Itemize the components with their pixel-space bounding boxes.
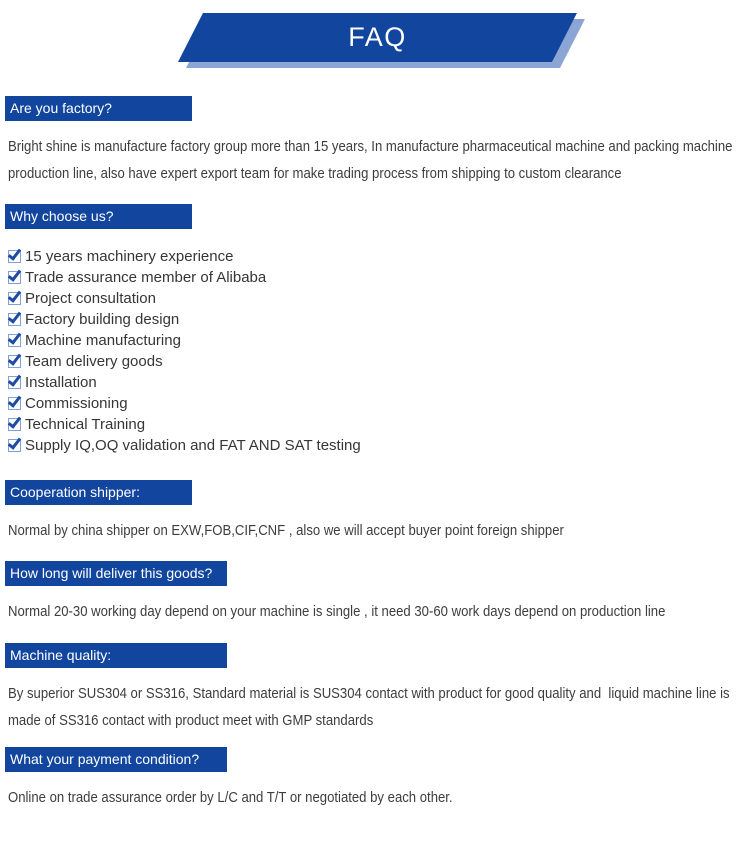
section-paragraph: Normal by china shipper on EXW,FOB,CIF,CNF , also we will accept buyer point foreign shipper	[8, 522, 564, 539]
checklist-item-label: 15 years machinery experience	[25, 248, 234, 265]
checkbox-checked-icon	[8, 250, 21, 263]
checklist-item-label: Factory building design	[25, 311, 180, 328]
checklist-item	[8, 309, 750, 330]
checkbox-checked-icon	[8, 376, 21, 389]
faq-section	[0, 747, 750, 811]
checklist-item-label: Commissioning	[25, 395, 128, 412]
faq-banner	[0, 0, 750, 96]
section-paragraph: Bright shine is manufacture factory group more than 15 years, In manufacture pharmaceutical machine and packing machine production line, also have expert export team for make trading process from shipping to custom clearance	[8, 138, 737, 182]
checklist-item	[8, 351, 750, 372]
checklist-item-label: Supply IQ,OQ validation and FAT AND SAT testing	[25, 437, 361, 454]
checkbox-checked-icon	[8, 397, 21, 410]
section-heading: What your payment condition?	[5, 747, 227, 772]
section-paragraph: By superior SUS304 or SS316, Standard material is SUS304 contact with product for good quality and liquid machine line is made of SS316 contact with product meet with GMP standards	[8, 685, 734, 729]
checklist-item	[8, 330, 750, 351]
faq-section	[0, 96, 750, 187]
checkbox-checked-icon	[8, 439, 21, 452]
checkbox-checked-icon	[8, 418, 21, 431]
checklist-item	[8, 246, 750, 267]
faq-section	[0, 204, 750, 456]
section-paragraph: Online on trade assurance order by L/C and T/T or negotiated by each other.	[8, 789, 453, 806]
checklist-item	[8, 414, 750, 435]
checklist-item	[8, 435, 750, 456]
checkbox-checked-icon	[8, 292, 21, 305]
faq-section	[0, 480, 750, 544]
checklist-item-label: Machine manufacturing	[25, 332, 181, 349]
checklist-item	[8, 267, 750, 288]
checklist-item	[8, 288, 750, 309]
checklist-item-label: Team delivery goods	[25, 353, 163, 370]
checklist-item-label: Installation	[25, 374, 97, 391]
checklist-item	[8, 372, 750, 393]
checklist-item-label: Technical Training	[25, 416, 146, 433]
checkbox-checked-icon	[8, 313, 21, 326]
faq-section	[0, 643, 750, 734]
checkbox-checked-icon	[8, 355, 21, 368]
section-heading: Why choose us?	[5, 204, 192, 229]
section-heading: Machine quality:	[5, 643, 227, 668]
checkbox-checked-icon	[8, 334, 21, 347]
checklist-item-label: Trade assurance member of Alibaba	[25, 269, 267, 286]
section-heading: Are you factory?	[5, 96, 192, 121]
faq-section	[0, 561, 750, 625]
checklist	[8, 246, 750, 456]
section-paragraph: Normal 20-30 working day depend on your machine is single , it need 30-60 work days depend on production line	[8, 603, 666, 620]
checklist-item-label: Project consultation	[25, 290, 156, 307]
section-heading: Cooperation shipper:	[5, 480, 192, 505]
section-heading: How long will deliver this goods?	[5, 561, 227, 586]
faq-sections	[0, 96, 750, 811]
faq-banner-title: FAQ	[348, 22, 407, 52]
checklist-item	[8, 393, 750, 414]
checkbox-checked-icon	[8, 271, 21, 284]
